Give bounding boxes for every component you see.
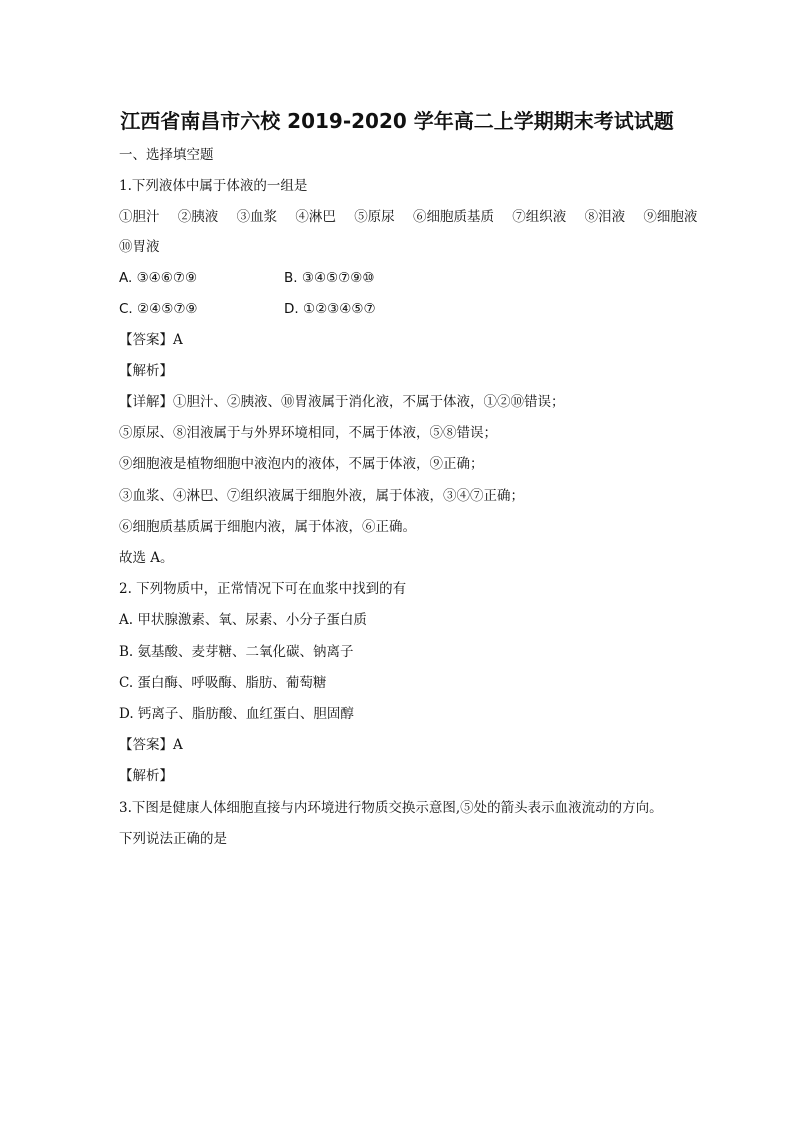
- q2-option-d: D. 钙离子、脂肪酸、血红蛋白、胆固醇: [119, 706, 354, 722]
- q1-item: ⑧泪液: [584, 209, 626, 225]
- q1-detail-line: 【详解】①胆汁、②胰液、⑩胃液属于消化液，不属于体液，①②⑩错误；: [119, 394, 565, 410]
- q1-items: [119, 208, 697, 226]
- q2-option-b: B. 氨基酸、麦芽糖、二氧化碳、钠离子: [119, 644, 354, 660]
- section-heading: 一、选择填空题: [119, 147, 214, 163]
- q1-conclusion: 故选 A。: [119, 550, 174, 566]
- q3-stem-line2: 下列说法正确的是: [119, 831, 227, 847]
- q1-item-line2: ⑩胃液: [119, 239, 160, 255]
- q1-item: ②胰液: [177, 209, 219, 225]
- q3-stem-line1: 3.下图是健康人体细胞直接与内环境进行物质交换示意图,⑤处的箭头表示血液流动的方向。: [119, 800, 663, 816]
- q1-analysis-label: 【解析】: [119, 363, 173, 379]
- q1-stem: 1.下列液体中属于体液的一组是: [119, 178, 308, 194]
- q1-option-d: D. ①②③④⑤⑦: [284, 301, 376, 317]
- q2-analysis-label: 【解析】: [119, 768, 173, 784]
- q1-detail-line: ③血浆、④淋巴、⑦组织液属于细胞外液，属于体液，③④⑦正确；: [119, 488, 524, 504]
- q2-option-a: A. 甲状腺激素、氧、尿素、小分子蛋白质: [119, 612, 367, 628]
- page-title: 江西省南昌市六校 2019-2020 学年高二上学期期末考试试题: [120, 109, 674, 133]
- q1-option-c: C. ②④⑤⑦⑨: [119, 301, 198, 317]
- q1-answer: 【答案】A: [119, 332, 183, 348]
- q1-item: ⑨细胞液: [643, 209, 698, 225]
- q1-item: ⑥细胞质基质: [412, 209, 494, 225]
- q1-detail-line: ⑨细胞液是植物细胞中液泡内的液体，不属于体液，⑨正确；: [119, 456, 484, 472]
- q1-item: ④淋巴: [295, 209, 336, 225]
- q2-stem: 2. 下列物质中，正常情况下可在血浆中找到的有: [119, 581, 407, 597]
- q1-detail-line: ⑤原尿、⑧泪液属于与外界环境相同，不属于体液，⑤⑧错误；: [119, 425, 497, 441]
- q2-answer: 【答案】A: [119, 737, 183, 753]
- q1-item: ①胆汁: [119, 209, 160, 225]
- q1-option-b: B. ③④⑤⑦⑨⑩: [284, 270, 375, 286]
- q1-item: ③血浆: [236, 209, 278, 225]
- q1-item: ⑦组织液: [512, 209, 567, 225]
- q2-option-c: C. 蛋白酶、呼吸酶、脂肪、葡萄糖: [119, 675, 327, 691]
- q1-option-a: A. ③④⑥⑦⑨: [119, 270, 198, 286]
- q1-detail-line: ⑥细胞质基质属于细胞内液，属于体液，⑥正确。: [119, 519, 416, 535]
- q1-item: ⑤原尿: [354, 209, 395, 225]
